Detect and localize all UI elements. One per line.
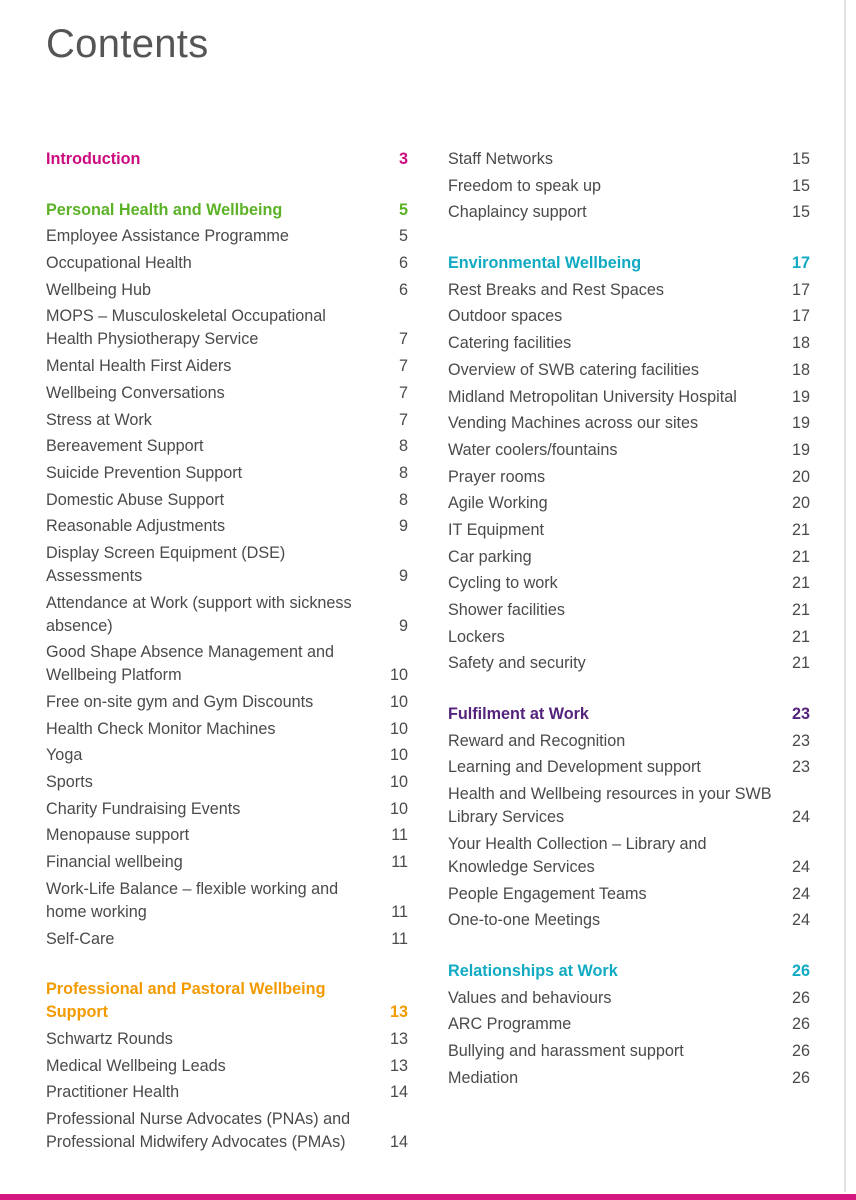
toc-page-number: 10 xyxy=(389,666,408,685)
toc-entry-charity-fundraising-events[interactable] xyxy=(46,796,408,823)
toc-entry-one-to-one-meetings[interactable] xyxy=(448,907,810,934)
toc-page-number: 10 xyxy=(389,746,408,765)
page-title: Contents xyxy=(46,22,209,66)
toc-page-number: 15 xyxy=(791,203,810,222)
toc-page-number: 23 xyxy=(791,731,810,750)
toc-entry-professional-nurse-advocates-pnas-and-profession[interactable] xyxy=(46,1106,408,1156)
toc-entry-title: Sports xyxy=(46,773,93,792)
toc-entry-suicide-prevention-support[interactable] xyxy=(46,460,408,487)
toc-entry-medical-wellbeing-leads[interactable] xyxy=(46,1053,408,1080)
toc-entry-self-care[interactable] xyxy=(46,926,408,953)
toc-section-professional-and-pastoral-wellbeing-support[interactable] xyxy=(46,976,408,1026)
toc-page-number: 8 xyxy=(398,437,408,456)
toc-entry-title: Shower facilities xyxy=(448,601,565,619)
toc-page-number: 11 xyxy=(391,853,408,872)
toc-entry-title: Medical Wellbeing Leads xyxy=(46,1056,226,1075)
toc-entry-title: Display Screen Equipment (DSE) Assessments xyxy=(46,543,286,585)
toc-entry-title: Vending Machines across our sites xyxy=(448,414,699,433)
toc-page-number: 21 xyxy=(791,601,810,619)
toc-entry-cycling-to-work[interactable] xyxy=(448,570,810,597)
page-edge-divider xyxy=(844,0,846,1192)
toc-page-number: 17 xyxy=(791,307,810,326)
section-spacer xyxy=(46,173,408,197)
toc-entry-arc-programme[interactable] xyxy=(448,1011,810,1038)
toc-entry-rest-breaks-and-rest-spaces[interactable] xyxy=(448,277,810,304)
toc-page-number: 10 xyxy=(389,799,408,818)
toc-entry-title: Agile Working xyxy=(448,494,548,513)
toc-entry-title: Menopause support xyxy=(46,826,190,845)
toc-entry-title: Yoga xyxy=(46,746,83,765)
toc-entry-attendance-at-work-support-with-sickness-absence[interactable] xyxy=(46,590,408,640)
toc-page-number: 10 xyxy=(389,773,408,792)
toc-section-title: Personal Health and Wellbeing xyxy=(46,200,283,219)
toc-entry-health-check-monitor-machines[interactable] xyxy=(46,716,408,743)
contents-right-column xyxy=(448,146,810,1091)
toc-entry-title: Catering facilities xyxy=(448,334,572,353)
toc-page-number: 21 xyxy=(791,547,810,566)
toc-entry-reasonable-adjustments[interactable] xyxy=(46,513,408,540)
toc-page-number: 6 xyxy=(398,254,408,273)
toc-page-number: 13 xyxy=(389,1003,408,1022)
toc-entry-title: Learning and Development support xyxy=(448,758,701,777)
toc-section-personal-health-and-wellbeing[interactable] xyxy=(46,197,408,224)
toc-page-number: 5 xyxy=(398,200,408,219)
toc-entry-title: Good Shape Absence Management and Wellbeing Platform xyxy=(46,643,334,685)
toc-section-environmental-wellbeing[interactable] xyxy=(448,250,810,277)
toc-entry-bullying-and-harassment-support[interactable] xyxy=(448,1038,810,1065)
toc-page-number: 10 xyxy=(389,719,408,738)
toc-page-number: 15 xyxy=(791,176,810,195)
toc-page-number: 17 xyxy=(791,254,810,273)
toc-entry-title: Wellbeing Hub xyxy=(46,280,151,299)
toc-page-number: 24 xyxy=(791,857,810,876)
toc-entry-title: Employee Assistance Programme xyxy=(46,227,289,246)
toc-entry-title: One-to-one Meetings xyxy=(448,911,601,930)
toc-page-number: 11 xyxy=(391,929,408,948)
toc-page-number: 9 xyxy=(398,616,408,635)
toc-page-number: 26 xyxy=(791,961,810,980)
toc-entry-midland-metropolitan-university-hospital[interactable] xyxy=(448,384,810,411)
toc-page-number: 21 xyxy=(791,520,810,539)
toc-entry-title: Reward and Recognition xyxy=(448,731,626,750)
toc-page-number: 24 xyxy=(791,808,810,827)
toc-entry-title: Wellbeing Conversations xyxy=(46,383,225,402)
toc-entry-shower-facilities[interactable] xyxy=(448,597,810,624)
toc-entry-good-shape-absence-management-and-wellbeing-plat[interactable] xyxy=(46,639,408,689)
toc-page-number: 20 xyxy=(791,467,810,486)
section-spacer xyxy=(448,934,810,958)
toc-entry-mental-health-first-aiders[interactable] xyxy=(46,353,408,380)
toc-page-number: 24 xyxy=(791,884,810,903)
toc-entry-menopause-support[interactable] xyxy=(46,822,408,849)
toc-section-title: Environmental Wellbeing xyxy=(448,254,642,273)
toc-page-number: 10 xyxy=(389,693,408,711)
toc-page-number: 19 xyxy=(791,414,810,433)
toc-entry-health-and-wellbeing-resources-in-your-swb-libra[interactable] xyxy=(448,781,810,831)
toc-page-number: 8 xyxy=(398,490,408,509)
toc-entry-sports[interactable] xyxy=(46,769,408,796)
toc-page-number: 26 xyxy=(791,1068,810,1087)
toc-entry-occupational-health[interactable] xyxy=(46,250,408,277)
toc-entry-title: Overview of SWB catering facilities xyxy=(448,360,699,379)
toc-entry-title: Bullying and harassment support xyxy=(448,1041,684,1060)
toc-section-title: Professional and Pastoral Wellbeing Support xyxy=(46,980,326,1022)
toc-page-number: 7 xyxy=(398,330,408,349)
toc-entry-title: Water coolers/fountains xyxy=(448,440,618,459)
toc-entry-employee-assistance-programme[interactable] xyxy=(46,223,408,250)
toc-entry-staff-networks[interactable] xyxy=(448,146,810,173)
toc-entry-free-on-site-gym-and-gym-discounts[interactable] xyxy=(46,689,408,716)
toc-section-title: Fulfilment at Work xyxy=(448,705,589,724)
toc-page-number: 11 xyxy=(391,902,408,921)
toc-entry-freedom-to-speak-up[interactable] xyxy=(448,173,810,200)
toc-entry-mediation[interactable] xyxy=(448,1065,810,1092)
toc-entry-learning-and-development-support[interactable] xyxy=(448,754,810,781)
toc-entry-catering-facilities[interactable] xyxy=(448,330,810,357)
toc-entry-title: Freedom to speak up xyxy=(448,176,601,195)
toc-entry-title: Values and behaviours xyxy=(448,988,612,1007)
toc-entry-stress-at-work[interactable] xyxy=(46,407,408,434)
toc-page-number: 14 xyxy=(389,1083,408,1102)
toc-entry-title: Cycling to work xyxy=(448,574,558,593)
toc-entry-title: Suicide Prevention Support xyxy=(46,463,243,482)
toc-entry-title: ARC Programme xyxy=(448,1015,572,1034)
toc-page-number: 23 xyxy=(791,758,810,777)
toc-entry-outdoor-spaces[interactable] xyxy=(448,303,810,330)
toc-page-number: 18 xyxy=(791,334,810,353)
toc-page-number: 7 xyxy=(398,383,408,402)
toc-entry-title: Staff Networks xyxy=(448,150,553,168)
toc-entry-title: Mediation xyxy=(448,1068,519,1087)
toc-entry-car-parking[interactable] xyxy=(448,544,810,571)
toc-entry-title: Schwartz Rounds xyxy=(46,1029,173,1048)
toc-entry-title: Outdoor spaces xyxy=(448,307,563,326)
toc-page-number: 14 xyxy=(389,1132,408,1151)
toc-entry-title: Chaplaincy support xyxy=(448,203,587,222)
toc-entry-title: Safety and security xyxy=(448,654,586,673)
toc-entry-title: Reasonable Adjustments xyxy=(46,517,226,536)
toc-page-number: 19 xyxy=(791,440,810,459)
toc-entry-domestic-abuse-support[interactable] xyxy=(46,487,408,514)
toc-section-introduction[interactable] xyxy=(46,146,408,173)
toc-page-number: 5 xyxy=(398,227,408,246)
toc-entry-yoga[interactable] xyxy=(46,742,408,769)
toc-entry-wellbeing-hub[interactable] xyxy=(46,277,408,304)
section-spacer xyxy=(448,226,810,250)
toc-page-number: 7 xyxy=(398,410,408,429)
toc-page-number: 13 xyxy=(389,1056,408,1075)
toc-section-fulfilment-at-work[interactable] xyxy=(448,701,810,728)
toc-entry-financial-wellbeing[interactable] xyxy=(46,849,408,876)
toc-page-number: 6 xyxy=(398,280,408,299)
toc-page-number: 11 xyxy=(391,826,408,845)
toc-entry-values-and-behaviours[interactable] xyxy=(448,985,810,1012)
toc-page-number: 15 xyxy=(791,150,810,168)
toc-entry-your-health-collection-library-and-knowledge-ser[interactable] xyxy=(448,831,810,881)
toc-page-number: 26 xyxy=(791,988,810,1007)
toc-entry-title: Occupational Health xyxy=(46,254,192,273)
toc-entry-lockers[interactable] xyxy=(448,624,810,651)
toc-page-number: 21 xyxy=(791,574,810,593)
toc-section-title: Introduction xyxy=(46,150,141,168)
toc-entry-prayer-rooms[interactable] xyxy=(448,464,810,491)
toc-entry-title: IT Equipment xyxy=(448,520,544,539)
toc-page-number: 18 xyxy=(791,360,810,379)
toc-page-number: 9 xyxy=(398,517,408,536)
toc-entry-people-engagement-teams[interactable] xyxy=(448,881,810,908)
toc-page-number: 23 xyxy=(791,705,810,724)
toc-page-number: 21 xyxy=(791,654,810,673)
toc-entry-title: Financial wellbeing xyxy=(46,853,183,872)
toc-entry-title: MOPS – Musculoskeletal Occupational Health Physiotherapy Service xyxy=(46,307,326,349)
toc-entry-title: Free on-site gym and Gym Discounts xyxy=(46,693,314,711)
toc-entry-title: Health and Wellbeing resources in your SWB Library Services xyxy=(448,785,772,827)
toc-entry-title: People Engagement Teams xyxy=(448,884,647,903)
toc-page-number: 8 xyxy=(398,463,408,482)
toc-entry-title: Rest Breaks and Rest Spaces xyxy=(448,280,664,299)
toc-entry-title: Health Check Monitor Machines xyxy=(46,719,276,738)
section-spacer xyxy=(448,677,810,701)
toc-entry-title: Midland Metropolitan University Hospital xyxy=(448,387,737,406)
toc-page-number: 24 xyxy=(791,911,810,930)
toc-entry-title: Practitioner Health xyxy=(46,1083,180,1102)
toc-entry-title: Work-Life Balance – flexible working and home working xyxy=(46,879,339,921)
toc-page-number: 20 xyxy=(791,494,810,513)
contents-left-column xyxy=(46,146,408,1156)
toc-entry-work-life-balance-flexible-working-and-home-work[interactable] xyxy=(46,876,408,926)
toc-entry-it-equipment[interactable] xyxy=(448,517,810,544)
toc-entry-title: Self-Care xyxy=(46,929,115,948)
toc-entry-title: Prayer rooms xyxy=(448,467,546,486)
toc-entry-title: Stress at Work xyxy=(46,410,152,429)
toc-entry-chaplaincy-support[interactable] xyxy=(448,199,810,226)
toc-page-number: 9 xyxy=(398,566,408,585)
toc-page-number: 7 xyxy=(398,357,408,376)
toc-entry-water-coolers-fountains[interactable] xyxy=(448,437,810,464)
toc-entry-overview-of-swb-catering-facilities[interactable] xyxy=(448,357,810,384)
toc-entry-title: Charity Fundraising Events xyxy=(46,799,241,818)
toc-entry-title: Professional Nurse Advocates (PNAs) and Professional Midwifery Advocates (PMAs) xyxy=(46,1109,351,1151)
toc-entry-title: Attendance at Work (support with sickness absence) xyxy=(46,593,352,635)
toc-entry-title: Mental Health First Aiders xyxy=(46,357,232,376)
toc-entry-title: Car parking xyxy=(448,547,532,566)
toc-entry-vending-machines-across-our-sites[interactable] xyxy=(448,410,810,437)
toc-entry-reward-and-recognition[interactable] xyxy=(448,728,810,755)
toc-page-number: 19 xyxy=(791,387,810,406)
toc-entry-wellbeing-conversations[interactable] xyxy=(46,380,408,407)
toc-entry-mops-musculoskeletal-occupational-health-physiot[interactable] xyxy=(46,303,408,353)
toc-entry-title: Bereavement Support xyxy=(46,437,204,456)
toc-page-number: 13 xyxy=(389,1029,408,1048)
toc-page-number: 3 xyxy=(398,150,408,168)
toc-entry-schwartz-rounds[interactable] xyxy=(46,1026,408,1053)
toc-page-number: 21 xyxy=(791,627,810,646)
toc-entry-practitioner-health[interactable] xyxy=(46,1079,408,1106)
section-spacer xyxy=(46,952,408,976)
footer-accent-bar xyxy=(0,1194,856,1200)
toc-page-number: 26 xyxy=(791,1041,810,1060)
toc-entry-safety-and-security[interactable] xyxy=(448,650,810,677)
toc-page-number: 17 xyxy=(791,280,810,299)
toc-entry-agile-working[interactable] xyxy=(448,490,810,517)
toc-entry-title: Lockers xyxy=(448,627,505,646)
toc-entry-title: Domestic Abuse Support xyxy=(46,490,225,509)
toc-entry-bereavement-support[interactable] xyxy=(46,433,408,460)
toc-entry-display-screen-equipment-dse-assessments[interactable] xyxy=(46,540,408,590)
toc-entry-title: Your Health Collection – Library and Knowledge Services xyxy=(448,834,707,876)
toc-page-number: 26 xyxy=(791,1015,810,1034)
toc-section-relationships-at-work[interactable] xyxy=(448,958,810,985)
toc-section-title: Relationships at Work xyxy=(448,961,618,980)
